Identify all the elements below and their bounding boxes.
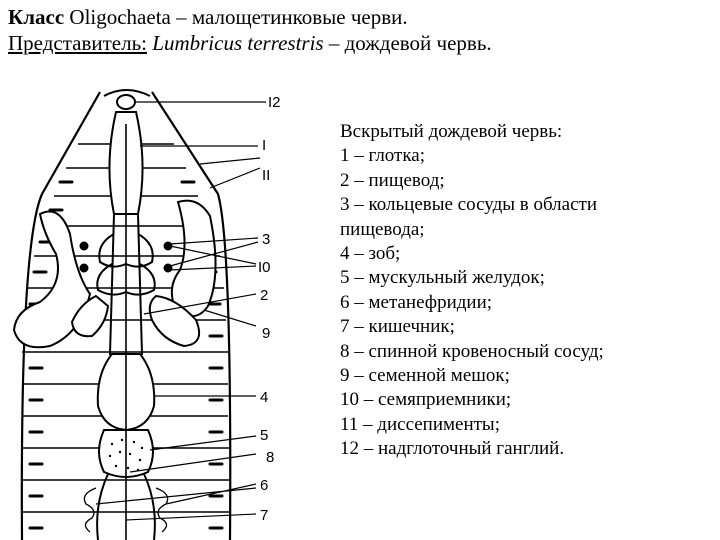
legend-heading: Вскрытый дождевой червь: <box>340 121 563 142</box>
legend <box>340 120 712 462</box>
legend-item-7: 7 – кишечник; <box>340 316 455 338</box>
title-line-1 <box>8 4 712 30</box>
figure-label-6: 6 <box>260 477 269 494</box>
figure-label-2: 2 <box>260 287 269 304</box>
title-class-word: Класс <box>8 5 65 29</box>
title-class-name: Oligochaeta – малощетинковые черви. <box>64 5 408 29</box>
figure-label-1: I <box>262 137 267 154</box>
legend-item-4: 4 – зоб; <box>340 243 401 265</box>
figure-label-5: 5 <box>260 427 269 444</box>
figure-label-3: 3 <box>262 231 271 248</box>
title-representative-label: Представитель: <box>8 31 148 55</box>
figure-label-4: 4 <box>260 389 269 406</box>
legend-item-9: 9 – семенной мешок; <box>340 365 510 387</box>
legend-item-6: 6 – метанефридии; <box>340 291 493 313</box>
legend-item-3-continued: пищевода; <box>340 218 425 240</box>
supraesophageal-ganglion <box>117 95 135 109</box>
figure-label-11: II <box>262 167 271 184</box>
legend-item-11: 11 – диссепименты; <box>340 413 500 435</box>
seminal-vesicle-right-large <box>172 201 216 317</box>
legend-item-5: 5 – мускульный желудок; <box>340 267 545 289</box>
legend-item-12: 12 – надглоточный ганглий. <box>340 438 565 460</box>
legend-item-1: 1 – глотка; <box>340 145 426 167</box>
legend-item-10: 10 – семяприемники; <box>340 389 512 411</box>
title-block <box>8 4 712 56</box>
figure-label-8: 8 <box>266 449 275 466</box>
figure-label-9: 9 <box>262 325 271 342</box>
earthworm-dissection-figure <box>0 84 330 540</box>
title-line-2 <box>8 30 712 56</box>
figure-label-7: 7 <box>260 507 269 524</box>
figure-label-10: I0 <box>258 259 271 276</box>
legend-item-2: 2 – пищевод; <box>340 169 445 191</box>
title-common-name: – дождевой червь. <box>323 31 492 55</box>
legend-item-8: 8 – спинной кровеносный сосуд; <box>340 340 604 362</box>
title-latin-name: Lumbricus terrestris <box>152 31 324 55</box>
figure-label-12: I2 <box>268 94 281 111</box>
legend-item-3: 3 – кольцевые сосуды в области <box>340 194 597 216</box>
